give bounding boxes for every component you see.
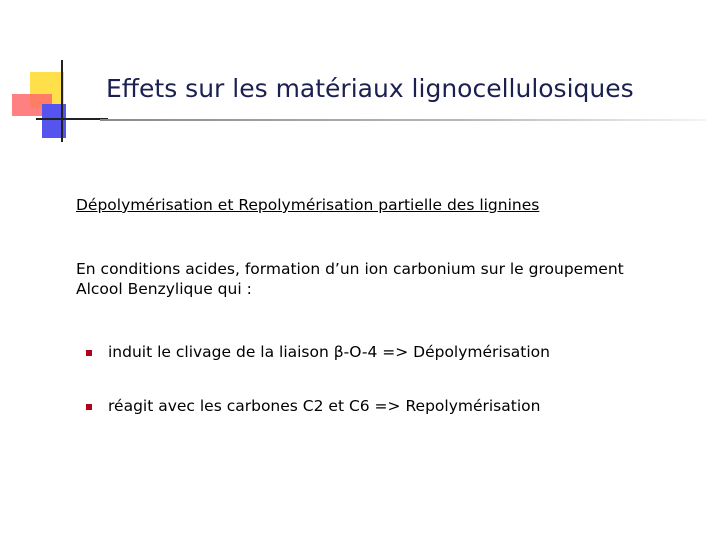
slide-logo	[0, 0, 110, 150]
intro-paragraph	[76, 259, 696, 299]
bullet-text: réagit avec les carbones C2 et C6 => Repolymérisation	[108, 397, 541, 415]
logo-vertical-line	[61, 60, 63, 142]
logo-horizontal-line	[36, 118, 108, 120]
slide-subtitle: Dépolymérisation et Repolymérisation partielle des lignines	[76, 196, 540, 214]
title-underline-rule	[100, 119, 706, 121]
square-bullet-icon	[86, 404, 92, 410]
intro-paragraph-line-2: Alcool Benzylique qui :	[76, 280, 252, 298]
bullet-text: induit le clivage de la liaison β-O-4 => Dépolymérisation	[108, 343, 550, 361]
intro-paragraph-line-1: En conditions acides, formation d’un ion carbonium sur le groupement	[76, 260, 624, 278]
square-bullet-icon	[86, 350, 92, 356]
slide-title: Effets sur les matériaux lignocellulosiques	[106, 74, 634, 103]
